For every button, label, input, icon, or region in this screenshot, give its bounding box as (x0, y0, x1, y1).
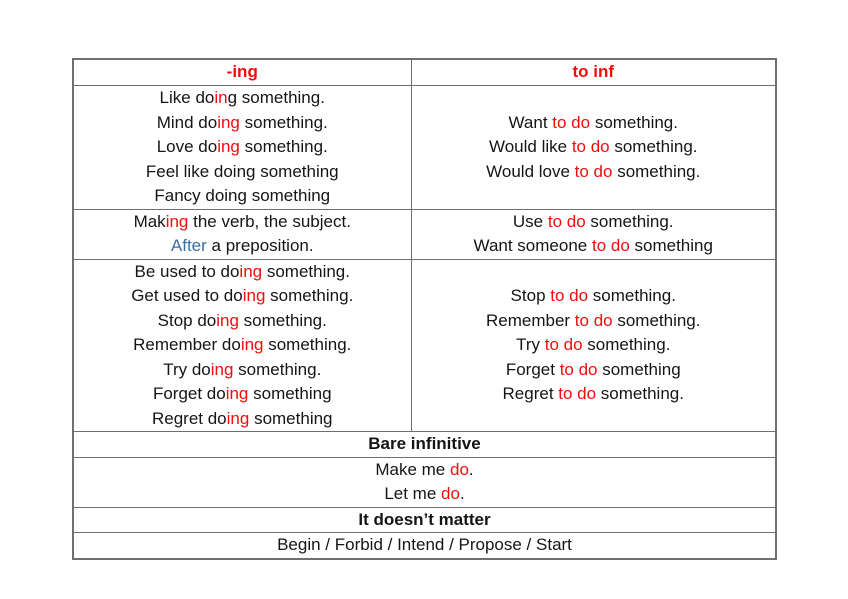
text-segment: Let me (384, 484, 442, 503)
blue-highlight: After (170, 236, 207, 255)
text-line (74, 382, 411, 407)
text-line (74, 135, 411, 160)
red-highlight: to do (558, 384, 597, 403)
text-segment: Like do (159, 88, 215, 107)
text-segment: Try (516, 335, 545, 354)
text-line (412, 111, 776, 136)
text-segment: Stop (510, 286, 551, 305)
cell-left-3 (73, 259, 411, 432)
text-segment: something (248, 384, 332, 403)
text-segment: something. (265, 286, 354, 305)
red-highlight: ing (217, 112, 240, 132)
text-segment: Forget (505, 359, 560, 379)
text-segment: Want (508, 112, 553, 132)
text-line (74, 210, 411, 235)
text-segment: Make me (375, 459, 450, 479)
cell-right-1 (411, 86, 776, 210)
red-highlight: ing (225, 384, 249, 403)
text-segment: It doesn’t matter (358, 509, 491, 529)
text-segment: something. (612, 161, 701, 181)
full-row-3 (73, 507, 776, 533)
text-segment: Be used to do (134, 261, 240, 281)
red-highlight: ing (217, 137, 240, 156)
text-segment: g something. (227, 88, 325, 107)
text-line (74, 111, 411, 136)
table-header-row (73, 59, 776, 86)
text-segment: Forget do (152, 384, 226, 403)
text-segment: Use (512, 211, 548, 231)
text-line (74, 533, 775, 558)
full-row-1 (73, 432, 776, 458)
grammar-table (72, 58, 777, 560)
full-cell-2 (73, 457, 776, 507)
column-header-ing: -ing (73, 59, 411, 86)
text-segment: something (629, 236, 713, 255)
text-line (412, 309, 776, 334)
red-highlight: to do (574, 310, 613, 330)
text-segment: something. (588, 286, 676, 305)
text-line (74, 508, 775, 533)
red-highlight: ing (240, 335, 264, 354)
text-segment: something. (233, 359, 322, 379)
text-segment: something. (585, 211, 674, 231)
text-segment: something. (596, 384, 684, 403)
text-line (74, 333, 411, 358)
text-line (74, 184, 411, 209)
text-segment: something. (262, 261, 350, 281)
text-line (412, 160, 776, 185)
text-segment: something. (590, 112, 678, 132)
red-highlight: to do (547, 211, 586, 231)
paired-row-1 (73, 86, 776, 210)
full-cell-3 (73, 507, 776, 533)
cell-right-3 (411, 259, 776, 432)
text-segment: Mind do (156, 112, 218, 132)
red-highlight: ing (210, 359, 234, 379)
red-highlight: to do (550, 286, 589, 305)
text-segment: Love do (156, 137, 218, 156)
red-highlight: to do (591, 236, 630, 255)
paired-row-2 (73, 209, 776, 259)
text-segment: Remember do (133, 335, 241, 354)
red-highlight: to do (571, 137, 610, 156)
text-segment: something (249, 408, 333, 428)
text-segment: Would like (488, 137, 572, 156)
text-segment: Try do (163, 359, 211, 379)
text-line (412, 382, 776, 407)
column-header-to-inf: to inf (411, 59, 776, 86)
text-segment: the verb, the subject. (188, 211, 351, 231)
table-body (73, 86, 776, 559)
full-cell-4 (73, 533, 776, 559)
text-segment: something. (582, 335, 671, 354)
text-segment: something (597, 359, 681, 379)
text-segment: something. (238, 310, 327, 330)
red-highlight: do (449, 459, 469, 479)
text-line (412, 210, 776, 235)
cell-right-2 (411, 209, 776, 259)
text-line (412, 284, 776, 309)
text-segment: something. (612, 310, 701, 330)
text-line (74, 284, 411, 309)
text-line (74, 458, 775, 483)
paired-row-3 (73, 259, 776, 432)
red-highlight: to do (552, 112, 591, 132)
red-highlight: do (441, 484, 460, 503)
text-segment: Remember (485, 310, 575, 330)
full-row-4 (73, 533, 776, 559)
text-segment: something. (239, 112, 328, 132)
text-segment: Would love (486, 161, 575, 181)
text-line (74, 309, 411, 334)
text-segment: Mak (133, 211, 166, 231)
text-segment: . (468, 459, 474, 479)
text-segment: Want someone (473, 236, 592, 255)
text-segment: Get used to do (131, 286, 243, 305)
text-line (74, 260, 411, 285)
text-line (74, 86, 411, 111)
text-line (412, 333, 776, 358)
text-segment: Stop do (157, 310, 217, 330)
red-highlight: to do (544, 335, 583, 354)
text-line (74, 482, 775, 507)
red-highlight: ing (242, 286, 266, 305)
text-line (412, 135, 776, 160)
text-segment: Fancy doing something (154, 186, 331, 205)
red-highlight: to do (559, 359, 598, 379)
text-segment: Begin / Forbid / Intend / Propose / Start (277, 535, 572, 554)
text-line (74, 358, 411, 383)
red-highlight: ing (239, 261, 263, 281)
red-highlight: ing (226, 408, 250, 428)
cell-left-1 (73, 86, 411, 210)
full-row-2 (73, 457, 776, 507)
red-highlight: ing (216, 310, 239, 330)
text-segment: . (459, 484, 465, 503)
text-segment: Bare infinitive (368, 434, 481, 453)
text-segment: Regret (502, 384, 559, 403)
full-cell-1 (73, 432, 776, 458)
text-segment: a preposition. (206, 236, 314, 255)
text-line (74, 160, 411, 185)
text-segment: something. (239, 137, 328, 156)
text-segment: something. (609, 137, 698, 156)
text-line (412, 234, 776, 259)
text-line (74, 234, 411, 259)
cell-left-2 (73, 209, 411, 259)
red-highlight: ing (165, 211, 189, 231)
text-segment: Regret do (151, 408, 227, 428)
red-highlight: to do (574, 161, 613, 181)
text-line (412, 358, 776, 383)
text-segment: Feel like doing something (145, 161, 339, 181)
text-segment: something. (263, 335, 352, 354)
red-highlight: in (214, 88, 228, 107)
text-line (74, 432, 775, 457)
text-line (74, 407, 411, 432)
